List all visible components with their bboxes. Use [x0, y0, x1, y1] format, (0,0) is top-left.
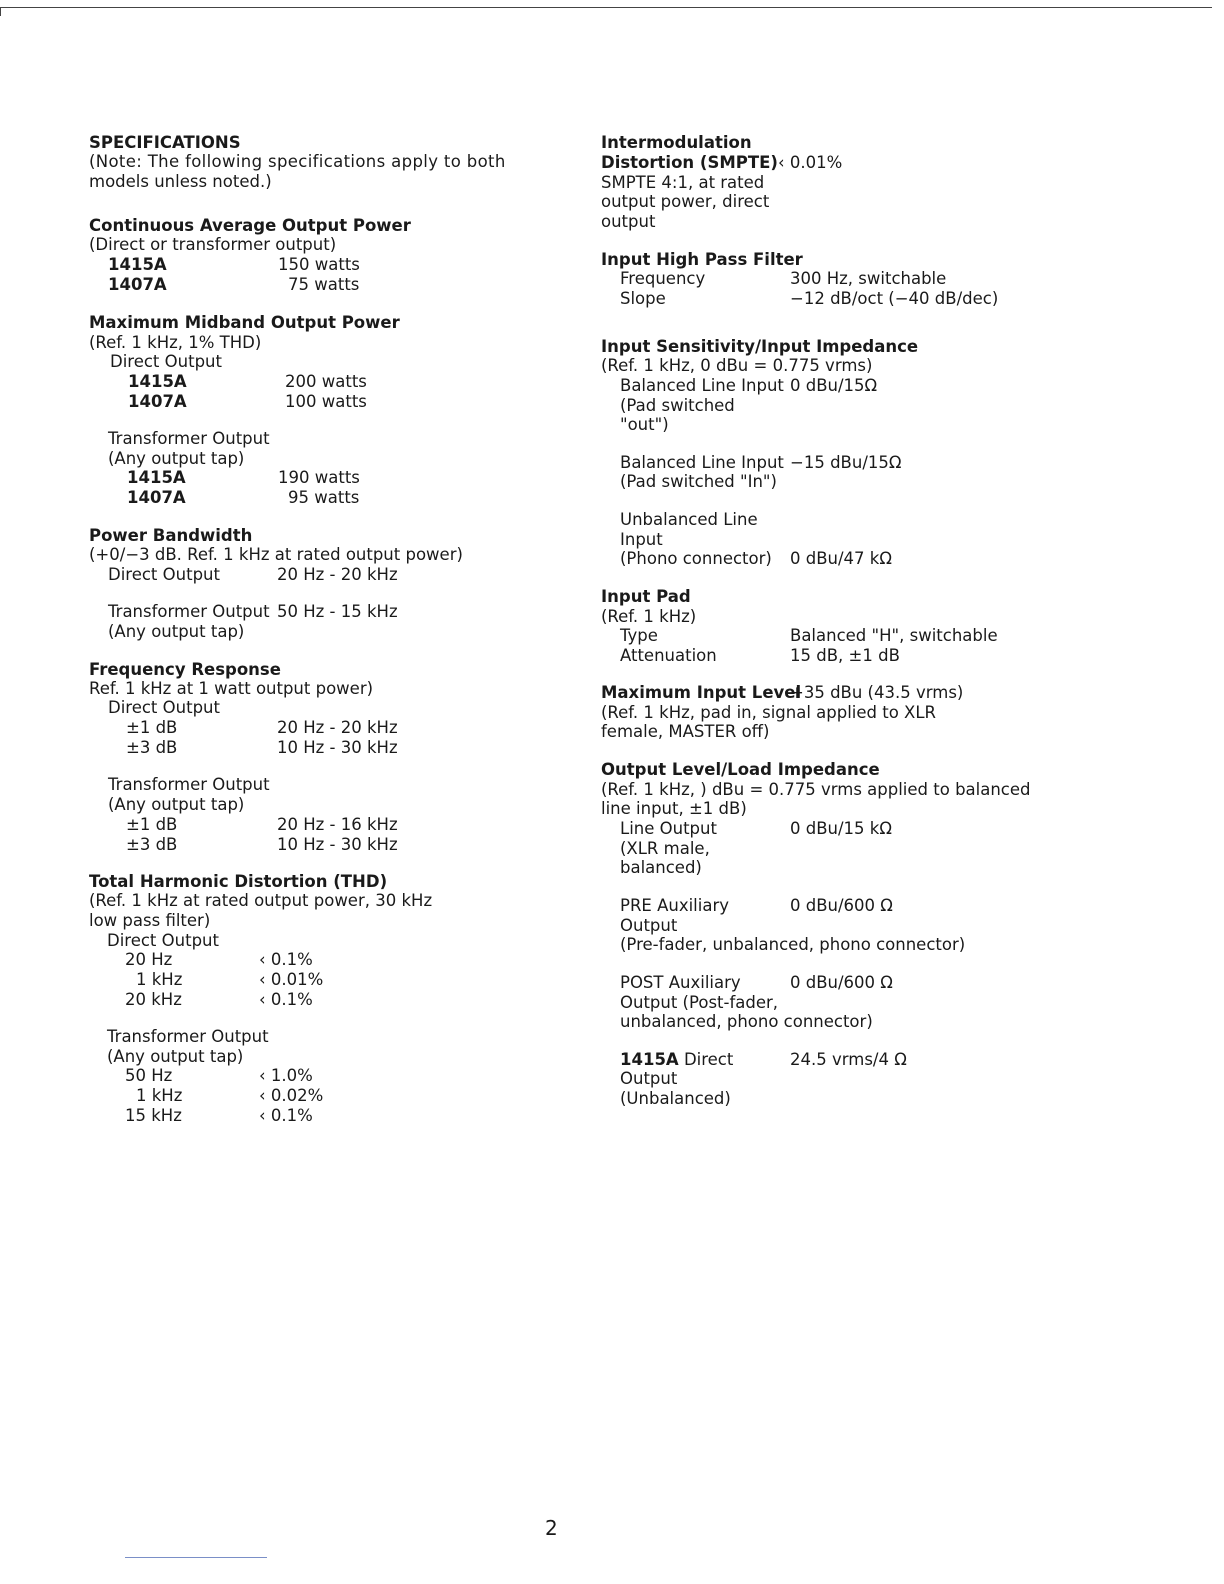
section-heading: Power Bandwidth: [89, 526, 253, 545]
section-sub: output: [601, 212, 656, 231]
spec-value: ‹ 0.01%: [259, 970, 324, 989]
section-sub: (Ref. 1 kHz, 0 dBu = 0.775 vrms): [601, 356, 873, 375]
spec-value: 20 Hz - 20 kHz: [277, 718, 398, 737]
spec-value: ‹ 0.1%: [259, 990, 313, 1009]
model-label: 1415A: [127, 468, 186, 487]
row-label: 50 Hz: [125, 1066, 173, 1085]
row-label: 20 Hz: [125, 950, 173, 969]
row-label: 1 kHz: [136, 970, 183, 989]
row-sub: Output (Post-fader,: [620, 993, 779, 1012]
top-rule: [0, 7, 1212, 8]
spec-value: 0 dBu/15Ω: [790, 376, 878, 395]
row-sub: (XLR male,: [620, 839, 710, 858]
row-sub: (Pre-fader, unbalanced, phono connector): [620, 935, 966, 954]
spec-value: 20 Hz - 16 kHz: [277, 815, 398, 834]
row-label: [620, 1050, 733, 1070]
row-label: ±3 dB: [126, 835, 178, 854]
row-label: Frequency: [620, 269, 706, 288]
spec-value: 200 watts: [285, 372, 367, 391]
row-label: Line Output: [620, 819, 717, 838]
row-sub: unbalanced, phono connector): [620, 1012, 873, 1031]
spec-value: 150 watts: [278, 255, 360, 274]
spec-value: 190 watts: [278, 468, 360, 487]
model-label: 1407A: [127, 488, 186, 507]
spec-value: +35 dBu (43.5 vrms): [790, 683, 964, 702]
group-label: Direct Output: [107, 931, 219, 950]
section-sub: (Ref. 1 kHz, 1% THD): [89, 333, 262, 352]
section-sub: (Direct or transformer output): [89, 235, 337, 254]
page-number: 2: [545, 1516, 558, 1540]
section-heading: Input High Pass Filter: [601, 250, 803, 269]
row-label: Input: [620, 530, 663, 549]
row-label: Slope: [620, 289, 666, 308]
group-sub: (Any output tap): [108, 795, 245, 814]
spec-value: 20 Hz - 20 kHz: [277, 565, 398, 584]
section-sub: (Ref. 1 kHz): [601, 607, 697, 626]
row-label: PRE Auxiliary: [620, 896, 730, 915]
spec-value: −12 dB/oct (−40 dB/dec): [790, 289, 999, 308]
group-sub: (Any output tap): [107, 1047, 244, 1066]
group-label: Transformer Output: [108, 775, 270, 794]
section-sub: low pass filter): [89, 911, 211, 930]
row-label: ±1 dB: [126, 815, 178, 834]
section-sub: (+0/−3 dB. Ref. 1 kHz at rated output power): [89, 545, 463, 564]
row-label: Type: [620, 626, 658, 645]
spec-value: 10 Hz - 30 kHz: [277, 835, 398, 854]
section-sub: SMPTE 4:1, at rated: [601, 173, 765, 192]
group-label: Transformer Output: [108, 429, 270, 448]
group-label: Direct Output: [108, 698, 220, 717]
section-sub: Ref. 1 kHz at 1 watt output power): [89, 679, 374, 698]
model-label: 1415A: [128, 372, 187, 391]
spec-value: −15 dBu/15Ω: [790, 453, 902, 472]
row-sub: (Pad switched: [620, 396, 735, 415]
row-sub: Output: [620, 1069, 678, 1088]
spec-value: 300 Hz, switchable: [790, 269, 947, 288]
spec-value: 10 Hz - 30 kHz: [277, 738, 398, 757]
section-sub: (Ref. 1 kHz, pad in, signal applied to XLR: [601, 703, 937, 722]
section-sub: female, MASTER off): [601, 722, 770, 741]
row-label: 20 kHz: [125, 990, 182, 1009]
spec-note: models unless noted.): [89, 172, 272, 191]
spec-value: Balanced "H", switchable: [790, 626, 998, 645]
row-label: ±3 dB: [126, 738, 178, 757]
model-label: 1415A: [620, 1050, 679, 1069]
row-label: (Phono connector): [620, 549, 772, 568]
section-sub: (Ref. 1 kHz, ) dBu = 0.775 vrms applied to balanced: [601, 780, 1031, 799]
bottom-rule: [125, 1557, 267, 1558]
section-heading: Total Harmonic Distortion (THD): [89, 872, 388, 891]
group-label: Direct Output: [108, 565, 220, 584]
section-sub: (Ref. 1 kHz at rated output power, 30 kHz: [89, 891, 433, 910]
group-label: Transformer Output: [107, 1027, 269, 1046]
row-sub: (Pad switched "In"): [620, 472, 777, 491]
model-label: 1415A: [108, 255, 167, 274]
top-rule-tick: [0, 7, 1, 16]
spec-value: 75 watts: [288, 275, 360, 294]
spec-value: ‹ 0.02%: [259, 1086, 324, 1105]
row-label: Balanced Line Input: [620, 376, 784, 395]
section-heading: Intermodulation: [601, 133, 752, 152]
section-heading: Input Sensitivity/Input Impedance: [601, 337, 919, 356]
section-heading: Output Level/Load Impedance: [601, 760, 880, 779]
spec-value: ‹ 1.0%: [259, 1066, 313, 1085]
group-label: Direct Output: [110, 352, 222, 371]
spec-value: 50 Hz - 15 kHz: [277, 602, 398, 621]
spec-value: 24.5 vrms/4 Ω: [790, 1050, 907, 1069]
spec-value: 15 dB, ±1 dB: [790, 646, 900, 665]
row-sub: balanced): [620, 858, 702, 877]
section-sub: line input, ±1 dB): [601, 799, 747, 818]
spec-note: (Note: The following specifications apply to both: [89, 152, 506, 171]
spec-value: 100 watts: [285, 392, 367, 411]
spec-value: ‹ 0.1%: [259, 950, 313, 969]
model-label: 1407A: [128, 392, 187, 411]
spec-value: 0 dBu/600 Ω: [790, 896, 893, 915]
specifications-title: SPECIFICATIONS: [89, 133, 241, 152]
spec-value: 0 dBu/47 kΩ: [790, 549, 892, 568]
row-label: Unbalanced Line: [620, 510, 758, 529]
row-sub: "out"): [620, 415, 669, 434]
row-label: Attenuation: [620, 646, 717, 665]
row-sub: (Unbalanced): [620, 1089, 731, 1108]
section-heading: Distortion (SMPTE): [601, 153, 778, 172]
row-label-text: Direct: [678, 1050, 734, 1069]
row-label: ±1 dB: [126, 718, 178, 737]
spec-value: 0 dBu/600 Ω: [790, 973, 893, 992]
spec-value: ‹ 0.01%: [778, 153, 843, 172]
row-label: 1 kHz: [136, 1086, 183, 1105]
group-sub: (Any output tap): [108, 449, 245, 468]
row-label: Balanced Line Input: [620, 453, 784, 472]
section-heading: Maximum Input Level: [601, 683, 802, 702]
model-label: 1407A: [108, 275, 167, 294]
spec-value: 0 dBu/15 kΩ: [790, 819, 892, 838]
section-heading: Input Pad: [601, 587, 691, 606]
spec-value: ‹ 0.1%: [259, 1106, 313, 1125]
section-heading: Continuous Average Output Power: [89, 216, 411, 235]
row-label: POST Auxiliary: [620, 973, 741, 992]
row-label: 15 kHz: [125, 1106, 182, 1125]
section-heading: Frequency Response: [89, 660, 281, 679]
group-label: Transformer Output: [108, 602, 270, 621]
group-sub: (Any output tap): [108, 622, 245, 641]
row-sub: Output: [620, 916, 678, 935]
spec-value: 95 watts: [288, 488, 360, 507]
section-sub: output power, direct: [601, 192, 770, 211]
section-heading: Maximum Midband Output Power: [89, 313, 400, 332]
